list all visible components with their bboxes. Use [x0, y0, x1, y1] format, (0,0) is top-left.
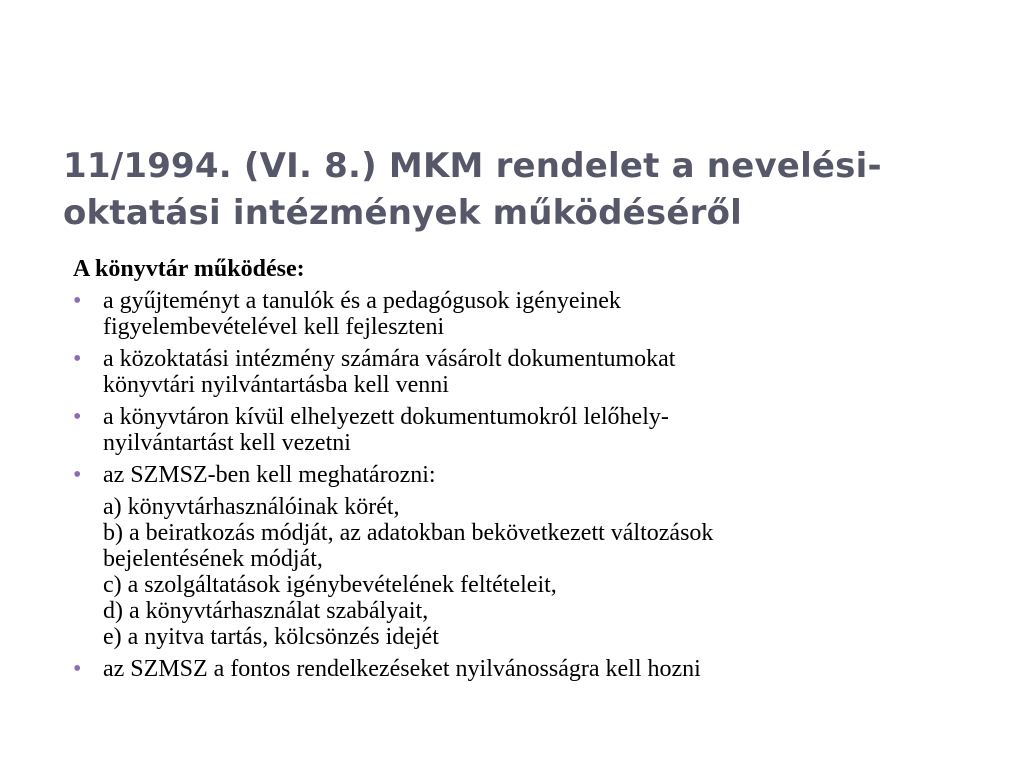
- bullet-icon: •: [73, 288, 82, 314]
- bullet-icon: •: [73, 462, 82, 488]
- bullet-icon: •: [73, 404, 82, 430]
- sub-list-line: c) a szolgáltatások igénybevételének feltételeit,: [103, 572, 557, 598]
- slide-title-line: oktatási intézmények működéséről: [63, 193, 742, 233]
- slide-title: [63, 143, 963, 237]
- bullet-text-line: könyvtári nyilvántartásba kell venni: [103, 372, 449, 398]
- bullet-icon: •: [73, 656, 82, 682]
- sub-list-line: e) a nyitva tartás, kölcsönzés idejét: [103, 624, 439, 650]
- bullet-item: [73, 346, 973, 398]
- sub-list-line: bejelentésének módját,: [103, 546, 323, 572]
- bullet-text-line: figyelembevételével kell fejleszteni: [103, 314, 445, 340]
- bullet-text-line: nyilvántartást kell vezetni: [103, 430, 351, 456]
- slide-title-line: 11/1994. (VI. 8.) MKM rendelet a nevelési-: [63, 146, 882, 186]
- bullet-text-line: a könyvtáron kívül elhelyezett dokumentumokról lelőhely-: [103, 404, 669, 430]
- section-heading: A könyvtár működése:: [73, 256, 305, 282]
- bullet-icon: •: [73, 346, 82, 372]
- bullet-text-line: a gyűjteményt a tanulók és a pedagógusok igényeinek: [103, 288, 621, 314]
- bullet-item: [73, 404, 973, 456]
- sub-list-line: a) könyvtárhasználóinak körét,: [103, 494, 400, 520]
- bullet-item: [73, 288, 973, 340]
- sub-list-line: d) a könyvtárhasználat szabályait,: [103, 598, 429, 624]
- slide-body: [73, 256, 973, 688]
- sub-list-line: b) a beiratkozás módját, az adatokban bekövetkezett változások: [103, 520, 714, 546]
- bullet-text-line: az SZMSZ-ben kell meghatározni:: [103, 462, 436, 488]
- bullet-item: [73, 656, 973, 682]
- bullet-item: [73, 462, 973, 488]
- bullet-text-line: a közoktatási intézmény számára vásárolt dokumentumokat: [103, 346, 676, 372]
- bullet-text-line: az SZMSZ a fontos rendelkezéseket nyilvánosságra kell hozni: [103, 656, 701, 682]
- sub-list: [73, 494, 973, 650]
